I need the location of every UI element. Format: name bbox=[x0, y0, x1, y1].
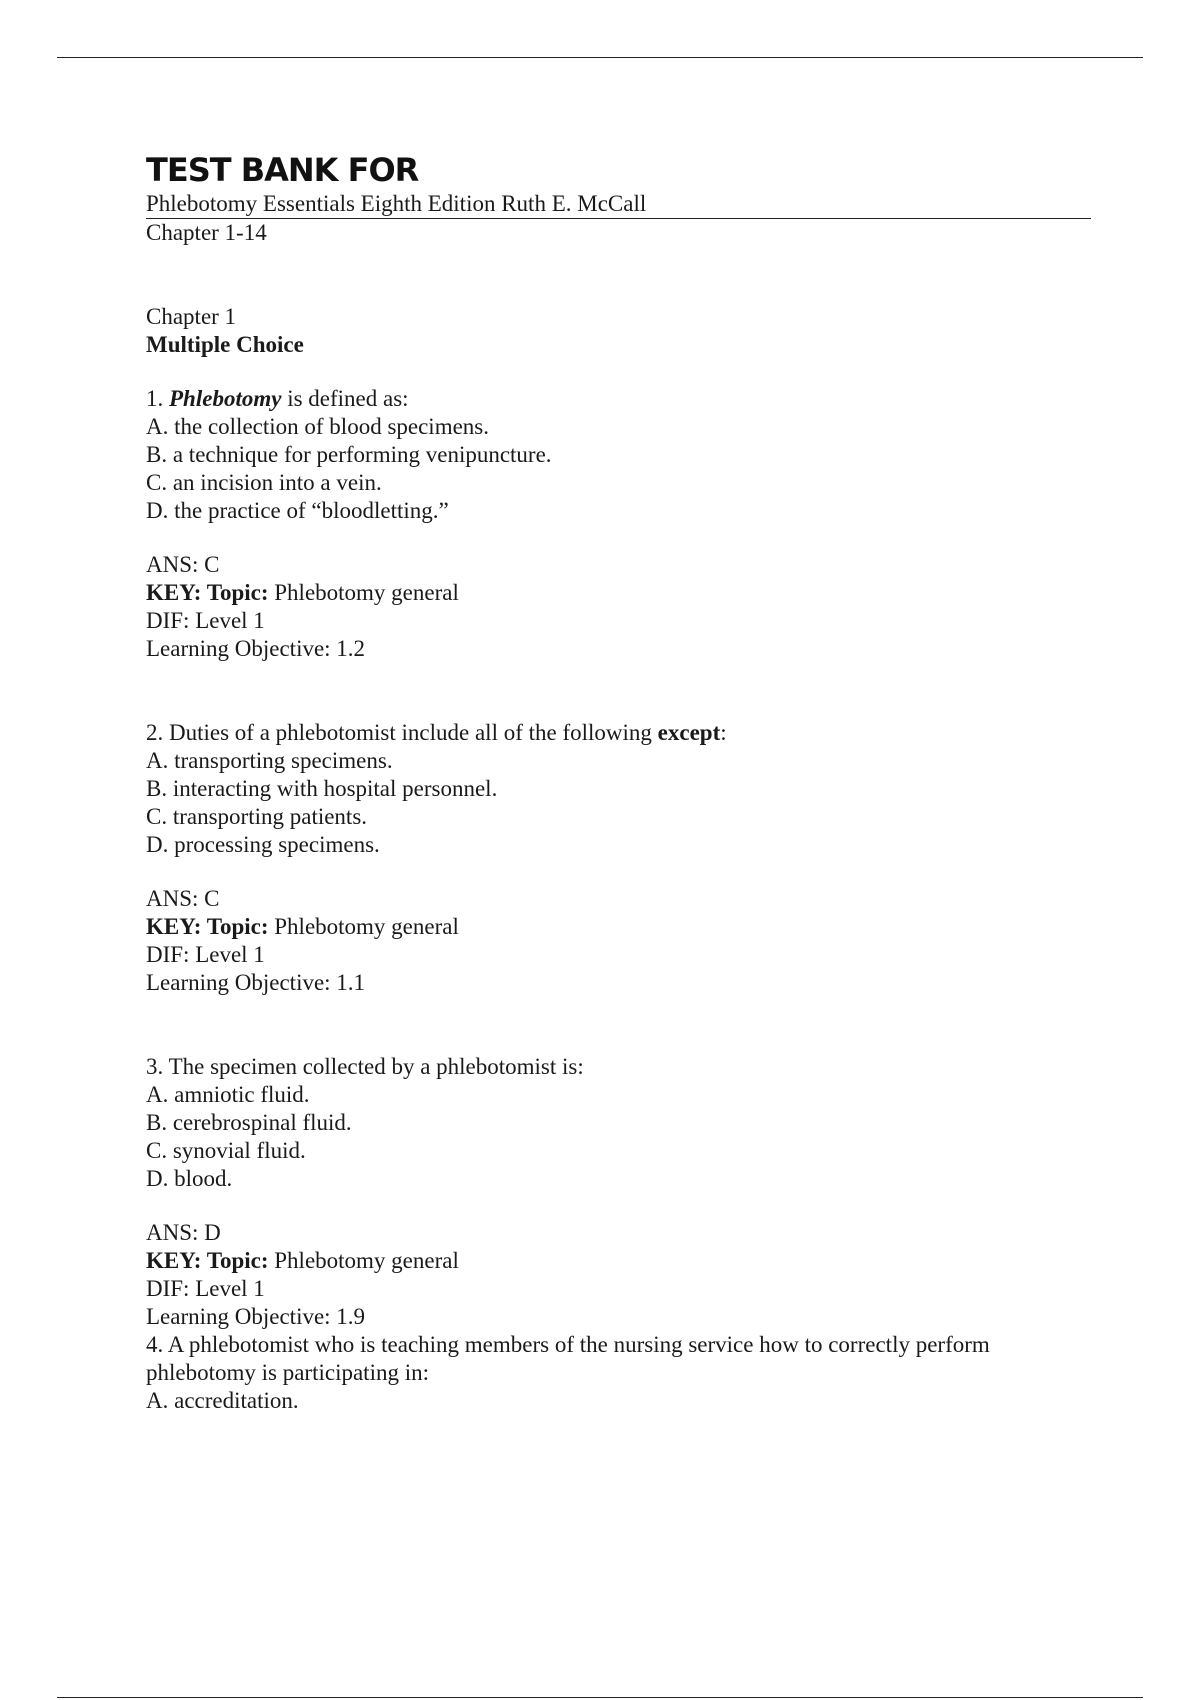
learning-objective: Learning Objective: 1.1 bbox=[146, 970, 366, 995]
option-b: B. a technique for performing venipuncture. bbox=[146, 442, 552, 467]
chapter-heading: Chapter 1 bbox=[146, 304, 237, 329]
key-topic bbox=[146, 579, 1096, 607]
option-d: D. the practice of “bloodletting.” bbox=[146, 498, 449, 523]
doc-title: TEST BANK FOR bbox=[146, 151, 419, 189]
question-text: is defined as: bbox=[281, 386, 409, 411]
question-2 bbox=[146, 719, 1096, 997]
question-3 bbox=[146, 1053, 1096, 1331]
answer: ANS: C bbox=[146, 886, 220, 911]
question-number: 1. bbox=[146, 386, 164, 411]
key-value: Phlebotomy general bbox=[268, 1248, 459, 1273]
key-topic bbox=[146, 1247, 1096, 1275]
option-c: C. transporting patients. bbox=[146, 804, 368, 829]
question-stem bbox=[146, 385, 1096, 413]
question-number: 2. bbox=[146, 720, 164, 745]
doc-subtitle: Phlebotomy Essentials Eighth Edition Ruth E. McCall bbox=[146, 190, 1091, 219]
option-a: A. transporting specimens. bbox=[146, 748, 393, 773]
answer: ANS: C bbox=[146, 552, 220, 577]
question-1 bbox=[146, 385, 1096, 663]
section-type: Multiple Choice bbox=[146, 332, 304, 357]
option-b: B. cerebrospinal fluid. bbox=[146, 1110, 352, 1135]
option-c: C. synovial fluid. bbox=[146, 1138, 306, 1163]
key-label: KEY: Topic: bbox=[146, 1248, 269, 1273]
top-rule bbox=[57, 57, 1143, 58]
option-a: A. the collection of blood specimens. bbox=[146, 414, 490, 439]
learning-objective: Learning Objective: 1.2 bbox=[146, 636, 366, 661]
key-value: Phlebotomy general bbox=[268, 580, 459, 605]
answer: ANS: D bbox=[146, 1220, 221, 1245]
key-value: Phlebotomy general bbox=[268, 914, 459, 939]
question-emphasis: except bbox=[657, 720, 721, 745]
option-c: C. an incision into a vein. bbox=[146, 470, 382, 495]
question-stem-line-2: phlebotomy is participating in: bbox=[146, 1360, 429, 1385]
difficulty: DIF: Level 1 bbox=[146, 1276, 265, 1301]
document-body bbox=[146, 150, 1096, 1415]
bottom-rule bbox=[57, 1697, 1143, 1698]
option-b: B. interacting with hospital personnel. bbox=[146, 776, 498, 801]
difficulty: DIF: Level 1 bbox=[146, 942, 265, 967]
key-topic bbox=[146, 913, 1096, 941]
key-label: KEY: Topic: bbox=[146, 580, 269, 605]
option-d: D. processing specimens. bbox=[146, 832, 380, 857]
question-term: Phlebotomy bbox=[169, 386, 282, 411]
option-a: A. accreditation. bbox=[146, 1388, 299, 1413]
question-stem-line-1: 4. A phlebotomist who is teaching members of the nursing service how to correctly perform bbox=[146, 1332, 990, 1357]
question-text: Duties of a phlebotomist include all of the following bbox=[169, 720, 658, 745]
question-text-end: : bbox=[720, 720, 727, 745]
option-a: A. amniotic fluid. bbox=[146, 1082, 310, 1107]
question-stem bbox=[146, 719, 1096, 747]
question-stem: 3. The specimen collected by a phlebotomist is: bbox=[146, 1054, 584, 1079]
chapter-range: Chapter 1-14 bbox=[146, 220, 267, 245]
key-label: KEY: Topic: bbox=[146, 914, 269, 939]
difficulty: DIF: Level 1 bbox=[146, 608, 265, 633]
option-d: D. blood. bbox=[146, 1166, 233, 1191]
learning-objective: Learning Objective: 1.9 bbox=[146, 1304, 366, 1329]
question-4 bbox=[146, 1331, 1096, 1415]
